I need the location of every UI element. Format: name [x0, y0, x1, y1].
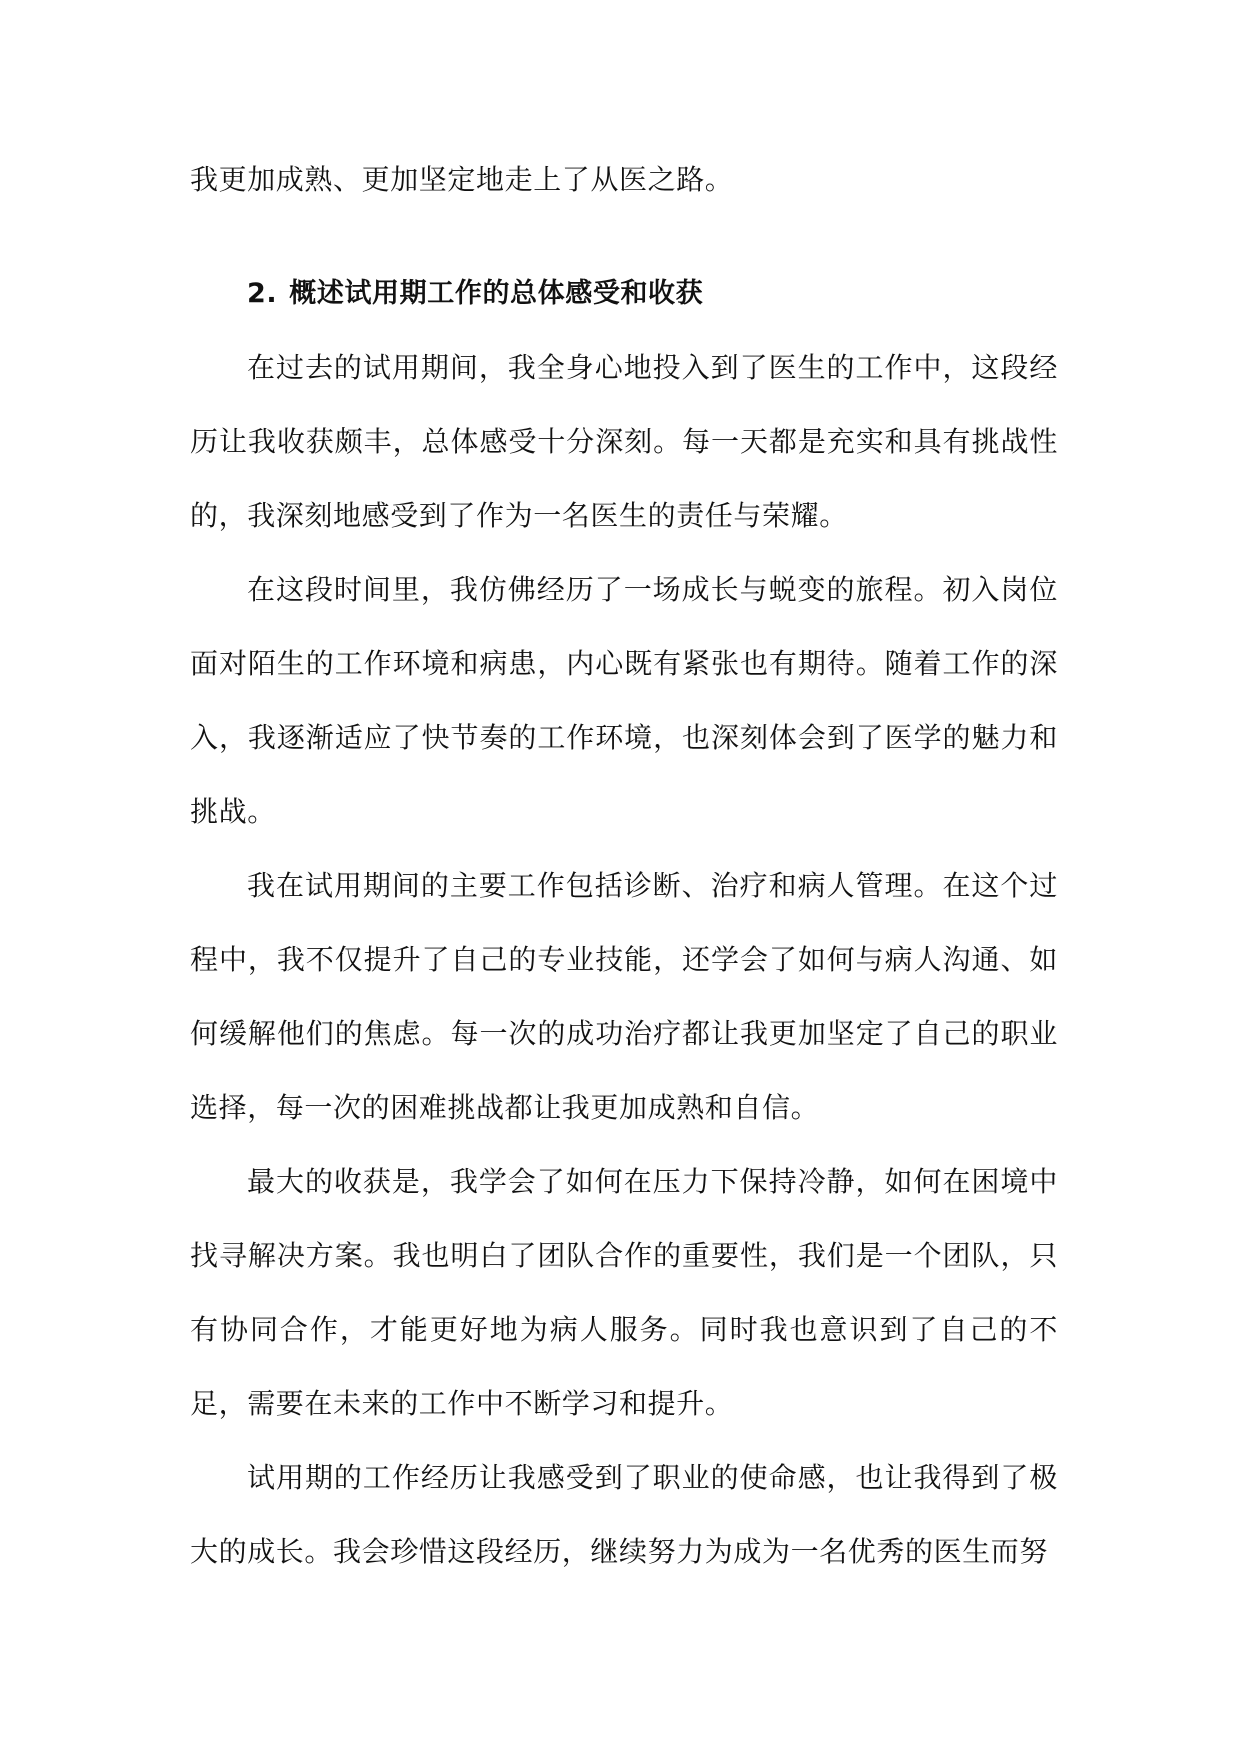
section-heading	[190, 257, 1058, 331]
paragraph: 我在试用期间的主要工作包括诊断、治疗和病人管理。在这个过程中，我不仅提升了自己的专业技能，还学会了如何与病人沟通、如何缓解他们的焦虑。每一次的成功治疗都让我更加坚定了自己的职业选择，每一次的困难挑战都让我更加成熟和自信。	[190, 869, 1058, 1124]
paragraph: 在这段时间里，我仿佛经历了一场成长与蜕变的旅程。初入岗位面对陌生的工作环境和病患，内心既有紧张也有期待。随着工作的深入，我逐渐适应了快节奏的工作环境，也深刻体会到了医学的魅力和挑战。	[190, 573, 1058, 828]
section-number: 2.	[247, 278, 278, 309]
paragraph: 最大的收获是，我学会了如何在压力下保持冷静，如何在困境中找寻解决方案。我也明白了团队合作的重要性，我们是一个团队，只有协同合作，才能更好地为病人服务。同时我也意识到了自己的不足，需要在未来的工作中不断学习和提升。	[190, 1165, 1058, 1420]
document-body	[190, 143, 1058, 1589]
lead-line: 我更加成熟、更加坚定地走上了从医之路。	[190, 163, 734, 196]
section-title: 概述试用期工作的总体感受和收获	[289, 278, 704, 309]
paragraph: 试用期的工作经历让我感受到了职业的使命感，也让我得到了极大的成长。我会珍惜这段经历，继续努力为成为一名优秀的医生而努	[190, 1461, 1058, 1568]
paragraph: 在过去的试用期间，我全身心地投入到了医生的工作中，这段经历让我收获颇丰，总体感受十分深刻。每一天都是充实和具有挑战性的，我深刻地感受到了作为一名医生的责任与荣耀。	[190, 351, 1058, 532]
